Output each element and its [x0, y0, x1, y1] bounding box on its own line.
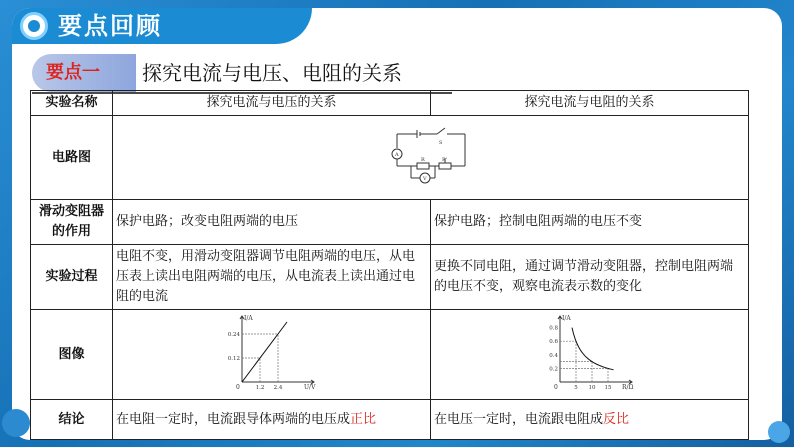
conclusion-resistance-key: 反比: [603, 411, 630, 427]
process-voltage-cell: 电阻不变，用滑动变阻器调节电阻两端的电压，从电压表上读出电阻两端的电压，从电流表上读出通过电阻的电流: [113, 245, 431, 310]
section-title: 探究电流与电压、电阻的关系: [142, 61, 402, 85]
x-tick-label: 15: [604, 385, 611, 390]
y-tick-label: 0.8: [548, 325, 558, 332]
x-tick-label: 10: [588, 385, 595, 390]
table-row: [31, 400, 749, 440]
y-axis-label: I/A: [243, 315, 253, 322]
origin-label: 0: [553, 384, 558, 390]
y-tick-label: 0.6: [548, 339, 558, 346]
header-cell-resistance: 探究电流与电阻的关系: [431, 91, 749, 116]
rheostat-resistance-cell: 保护电路；控制电阻两端的电压不变: [431, 200, 749, 245]
header-bullet-icon: [20, 12, 48, 40]
x-tick-label: 5: [573, 385, 578, 390]
y-tick-label: 0.12: [227, 356, 240, 362]
conclusion-voltage-cell: [113, 400, 431, 440]
row-label-rheostat: 滑动变阻器的作用: [31, 200, 113, 245]
row-label-graph: 图像: [31, 310, 113, 400]
table-row: [31, 200, 749, 245]
series-line: [242, 322, 287, 382]
ammeter-label: A: [394, 152, 399, 158]
y-axis-label: I/A: [561, 315, 571, 322]
x-axis-label: U/V: [303, 384, 315, 390]
conclusion-resistance-text: 在电压一定时，电流跟电阻成: [434, 411, 604, 427]
table-row: [31, 310, 749, 400]
rheostat-label: R': [441, 157, 447, 163]
table-row: [31, 116, 749, 200]
conclusion-voltage-text: 在电阻一定时，电流跟导体两端的电压成: [116, 411, 351, 427]
conclusion-voltage-key: 正比: [350, 411, 377, 427]
page-title: 要点回顾: [58, 12, 162, 40]
graph-current-resistance: [540, 312, 640, 390]
section-badge-label: 要点一: [46, 62, 100, 83]
header-cell-voltage: 探究电流与电压的关系: [113, 91, 431, 116]
process-resistance-cell: 更换不同电阻，通过调节滑动变阻器，控制电阻两端的电压不变，观察电流表示数的变化: [431, 245, 749, 310]
voltmeter-label: V: [422, 176, 427, 182]
y-tick-label: 0.4: [548, 352, 558, 359]
graph-current-voltage: [222, 312, 322, 390]
x-axis-label: R/Ω: [621, 384, 634, 390]
header-bar: [12, 8, 312, 44]
series-curve: [572, 328, 614, 370]
origin-label: 0: [235, 384, 240, 390]
row-label-process: 实验过程: [31, 245, 113, 310]
comparison-table: [30, 90, 749, 440]
section-badge: [32, 54, 136, 92]
header-cell-name: 实验名称: [31, 91, 113, 116]
corner-decoration: [2, 409, 30, 437]
graph-resistance-cell: [431, 310, 749, 400]
x-tick-label: 2.4: [273, 385, 282, 390]
corner-decoration: [768, 421, 790, 443]
rheostat-voltage-cell: 保护电路；改变电阻两端的电压: [113, 200, 431, 245]
y-tick-label: 0.24: [227, 332, 240, 338]
graph-voltage-cell: [113, 310, 431, 400]
x-tick-label: 1.2: [255, 385, 264, 390]
circuit-cell: [113, 116, 749, 200]
table-row: [31, 245, 749, 310]
conclusion-resistance-cell: [431, 400, 749, 440]
resistor-label: R: [420, 157, 425, 163]
circuit-diagram: [391, 122, 471, 186]
row-label-conclusion: 结论: [31, 400, 113, 440]
switch-label: S: [438, 140, 442, 146]
y-tick-label: 0.2: [548, 366, 558, 373]
row-label-circuit: 电路图: [31, 116, 113, 200]
table-header-row: [31, 91, 749, 116]
